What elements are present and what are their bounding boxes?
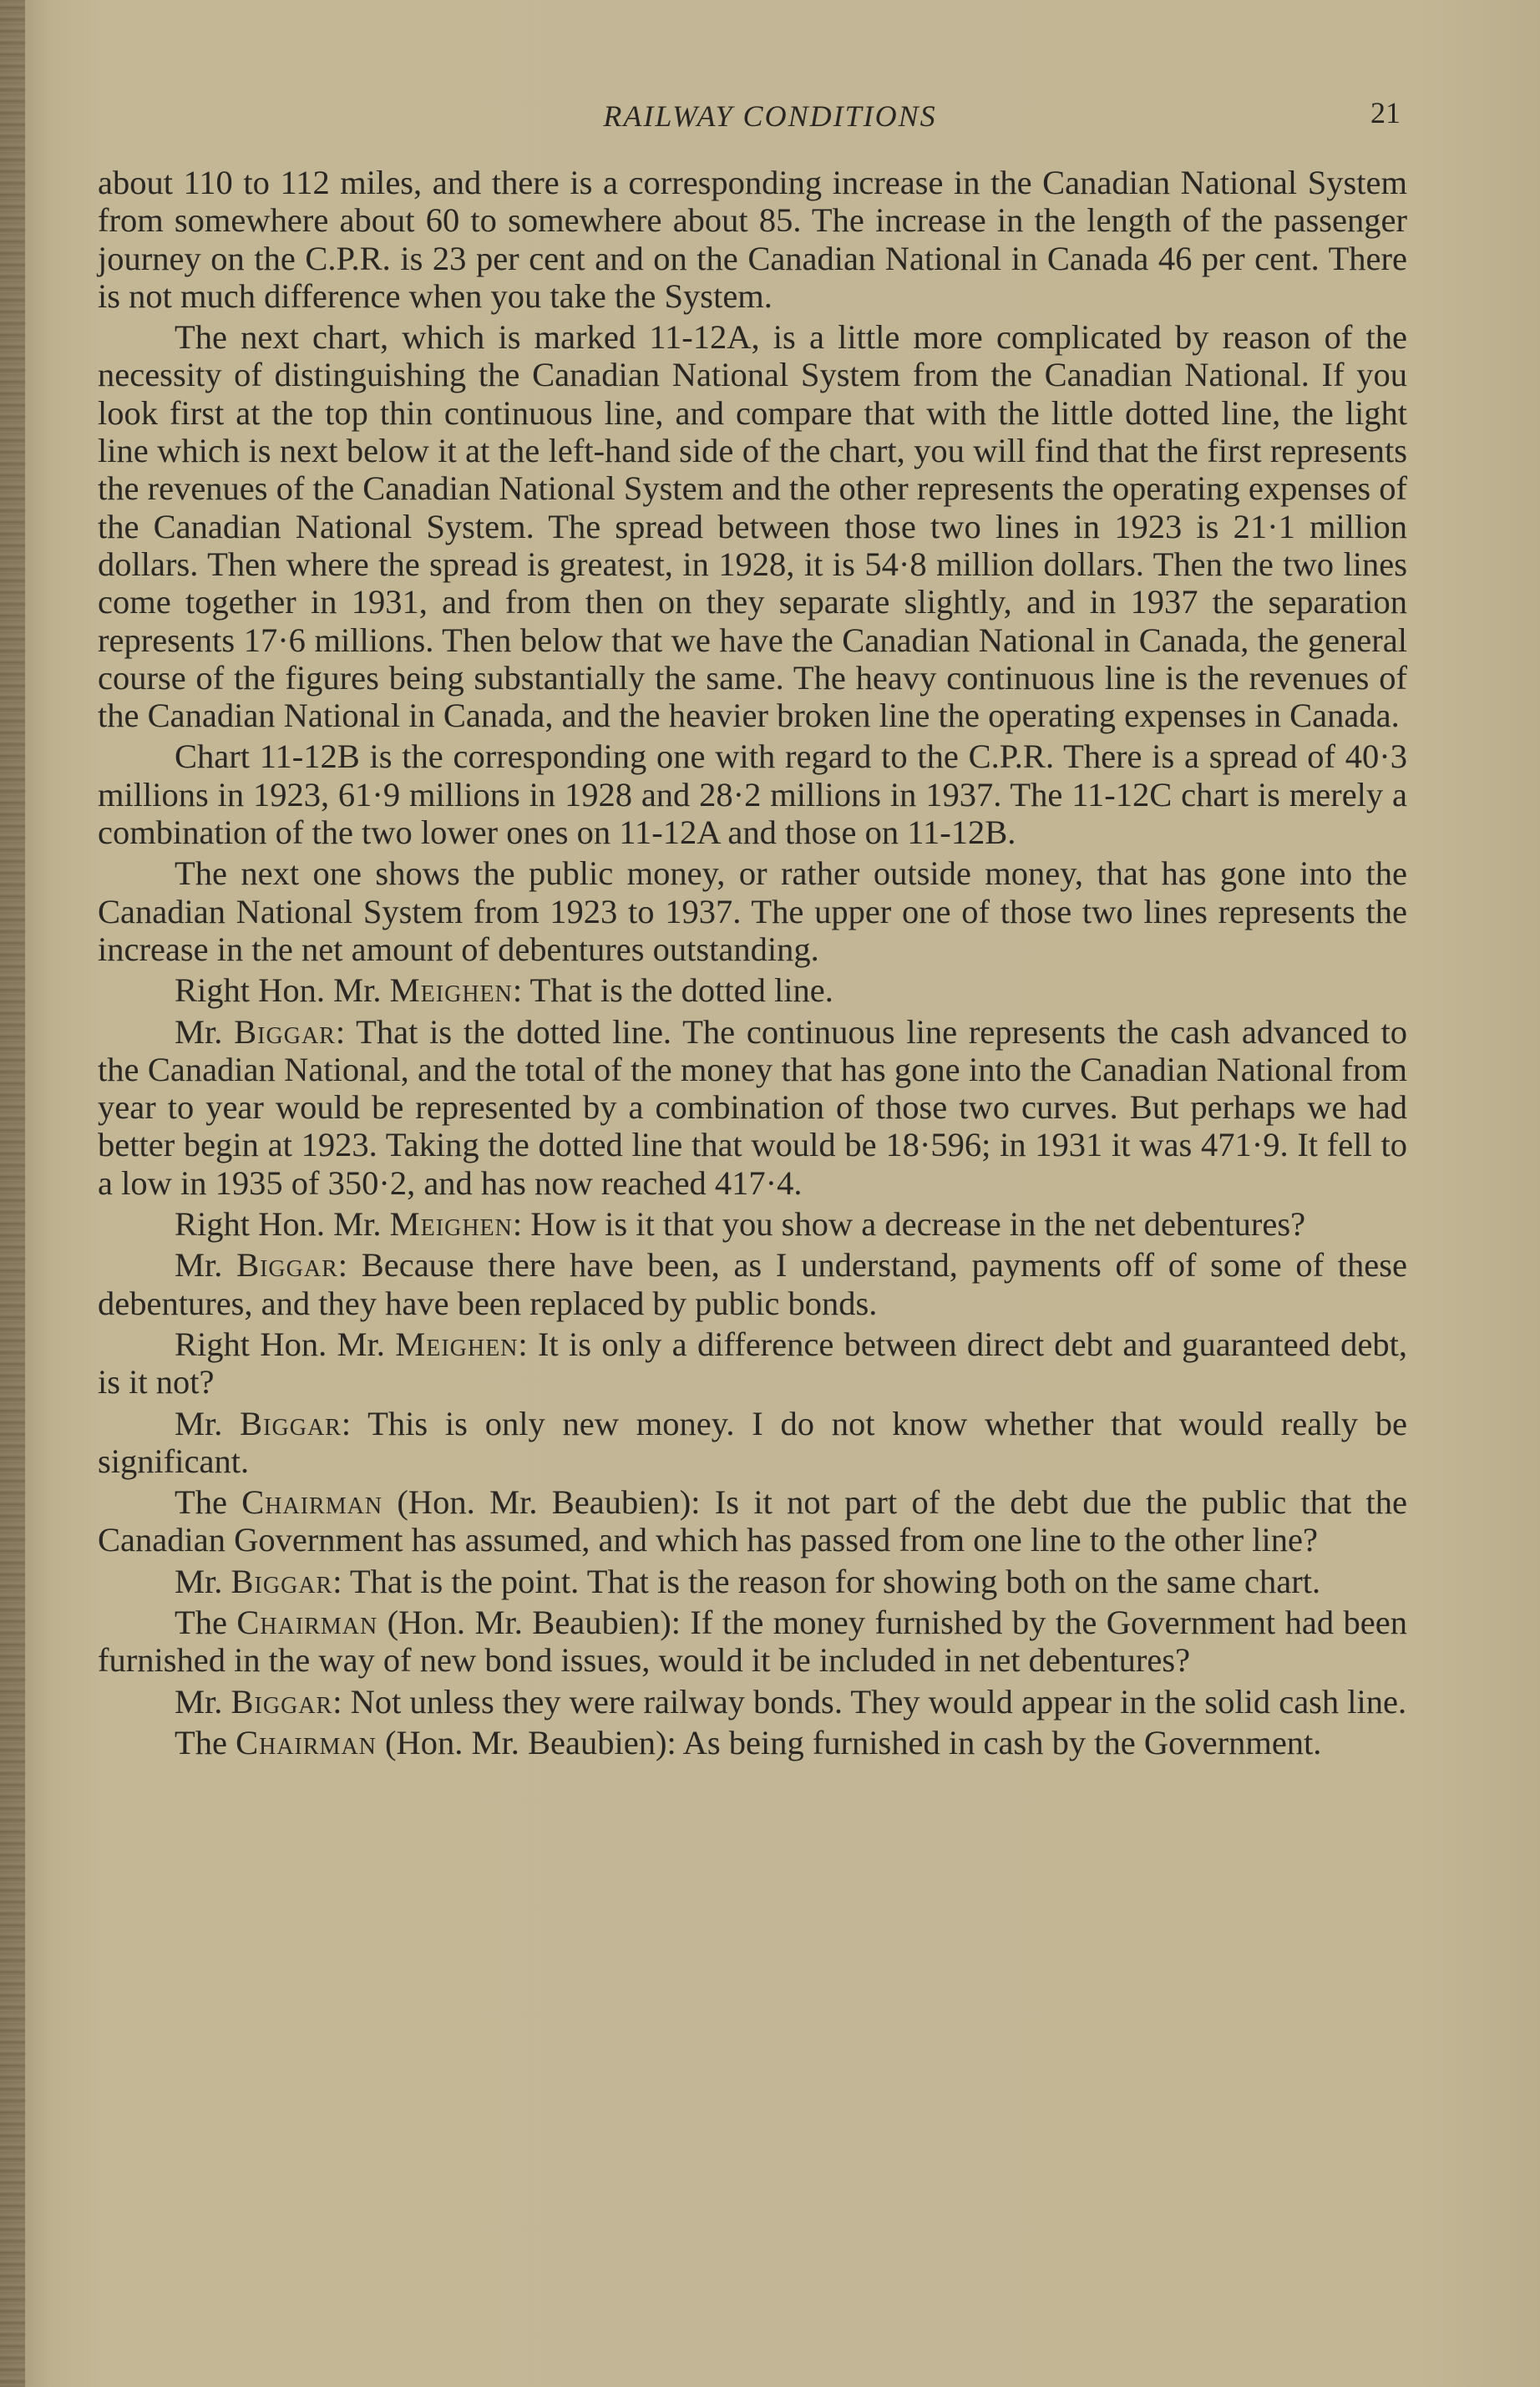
paragraph — [98, 318, 1407, 734]
paragraph-text: about 110 to 112 miles, and there is a corresponding increase in the Canadian National System from somewhere about 60 to somewhere about 85. The increase in the length of the passenger journey on the C.P.R. is 23 per cent and on the Canadian National in Canada 46 per cent. There is not much difference when you take the System. — [98, 164, 1407, 315]
dialogue-paragraph — [98, 1246, 1407, 1322]
dialogue-paragraph — [98, 1604, 1407, 1680]
paragraph-text: : It is only a difference between direct debt and guaranteed debt, is it not? — [98, 1325, 1407, 1401]
dialogue-paragraph — [98, 1325, 1407, 1401]
speaker-title: Right Hon. Mr. — [175, 1205, 390, 1244]
speaker-name: Biggar — [236, 1246, 338, 1285]
speaker-title: Right Hon. Mr. — [175, 1325, 396, 1363]
page-number: 21 — [1370, 96, 1401, 129]
book-binding-edge — [0, 0, 25, 2387]
paragraph-text: The next one shows the public money, or rather outside money, that has gone into the Canadian National System from 1923 to 1937. The upper one of those two lines represents the increase in the net amount of debentures outstanding. — [98, 854, 1407, 968]
speaker-name: Meighen — [389, 971, 513, 1010]
speaker-name: Meighen — [395, 1325, 519, 1363]
dialogue-paragraph — [98, 1013, 1407, 1202]
speaker-title: The — [175, 1723, 236, 1761]
page-header — [0, 94, 1540, 144]
body-text — [98, 164, 1407, 1765]
dialogue-paragraph — [98, 1563, 1407, 1600]
speaker-title: Mr. — [175, 1404, 241, 1442]
paragraph — [98, 737, 1407, 851]
speaker-name: Meighen — [389, 1205, 513, 1244]
speaker-title: Mr. — [175, 1682, 231, 1721]
speaker-name: Chairman — [236, 1723, 377, 1761]
speaker-title: The — [175, 1483, 242, 1522]
speaker-name: Biggar — [240, 1404, 342, 1442]
dialogue-paragraph — [98, 971, 1407, 1009]
speaker-title: The — [175, 1603, 237, 1641]
dialogue-paragraph — [98, 1405, 1407, 1481]
dialogue-paragraph — [98, 1205, 1407, 1243]
speaker-name: Biggar — [230, 1682, 333, 1721]
speaker-title: Mr. — [175, 1562, 231, 1600]
running-title: RAILWAY CONDITIONS — [603, 99, 937, 133]
paragraph-text: : Because there have been, as I understand, payments off of some of these debentures, and they have been replaced by public bonds. — [98, 1246, 1407, 1322]
dialogue-paragraph — [98, 1483, 1407, 1559]
dialogue-paragraph — [98, 1683, 1407, 1721]
paragraph — [98, 164, 1407, 315]
speaker-title: Mr. — [175, 1246, 237, 1285]
speaker-title: Mr. — [175, 1012, 235, 1051]
paragraph-text: (Hon. Mr. Beaubien): If the money furnished by the Government had been furnished in the way of new bond issues, would it be included in net debentures? — [98, 1603, 1408, 1680]
paragraph-text: (Hon. Mr. Beaubien): As being furnished in cash by the Government. — [376, 1723, 1322, 1761]
paragraph-text: : That is the dotted line. The continuous line represents the cash advanced to the Canadian National, and the total of the money that has gone into the Canadian National from year to year would be represented by a combination of those two curves. But perhaps we had better begin at 1923. Taking the dotted line that would be 18·596; in 1931 it was 471·9. It fell to a low in 1935 of 350·2, and has now reached 417·4. — [98, 1012, 1407, 1202]
paragraph-text: The next chart, which is marked 11-12A, is a little more complicated by reason of the necessity of distinguishing the Canadian National System from the Canadian National. If you look first at the top thin continuous line, and compare that with the little dotted line, the light line which is next below it at the left-hand side of the chart, you will find that the first represents the revenues of the Canadian National System and the other represents the operating expenses of the Canadian National System. The spread between those two lines in 1923 is 21·1 million dollars. Then where the spread is greatest, in 1928, it is 54·8 million dollars. Then the two lines come together in 1931, and from then on they separate slightly, and in 1937 the separation represents 17·6 millions. Then below that we have the Canadian National in Canada, the general course of the figures being substantially the same. The heavy continuous line is the revenues of the Canadian National in Canada, and the heavier broken line the operating expenses in Canada. — [98, 318, 1407, 735]
speaker-name: Biggar — [234, 1012, 336, 1051]
speaker-title: Right Hon. Mr. — [175, 971, 390, 1010]
paragraph-text: : That is the dotted line. — [512, 971, 833, 1010]
speaker-name: Chairman — [241, 1483, 383, 1522]
paragraph-text: : That is the point. That is the reason for showing both on the same chart. — [332, 1562, 1321, 1600]
paragraph-text: Chart 11-12B is the corresponding one with regard to the C.P.R. There is a spread of 40·3 millions in 1923, 61·9 millions in 1928 and 28·2 millions in 1937. The 11-12C chart is merely a combination of the two lower ones on 11-12A and those on 11-12B. — [98, 737, 1407, 852]
paragraph-text: : How is it that you show a decrease in the net debentures? — [512, 1205, 1306, 1244]
dialogue-paragraph — [98, 1724, 1407, 1761]
paragraph-text: : This is only new money. I do not know whether that would really be significant. — [98, 1404, 1408, 1480]
speaker-name: Chairman — [236, 1603, 378, 1641]
speaker-name: Biggar — [230, 1562, 333, 1600]
paragraph — [98, 854, 1407, 968]
paragraph-text: : Not unless they were railway bonds. They would appear in the solid cash line. — [332, 1682, 1407, 1721]
paragraph-text: (Hon. Mr. Beaubien): Is it not part of the debt due the public that the Canadian Government has assumed, and which has passed from one line to the other line? — [98, 1483, 1407, 1559]
